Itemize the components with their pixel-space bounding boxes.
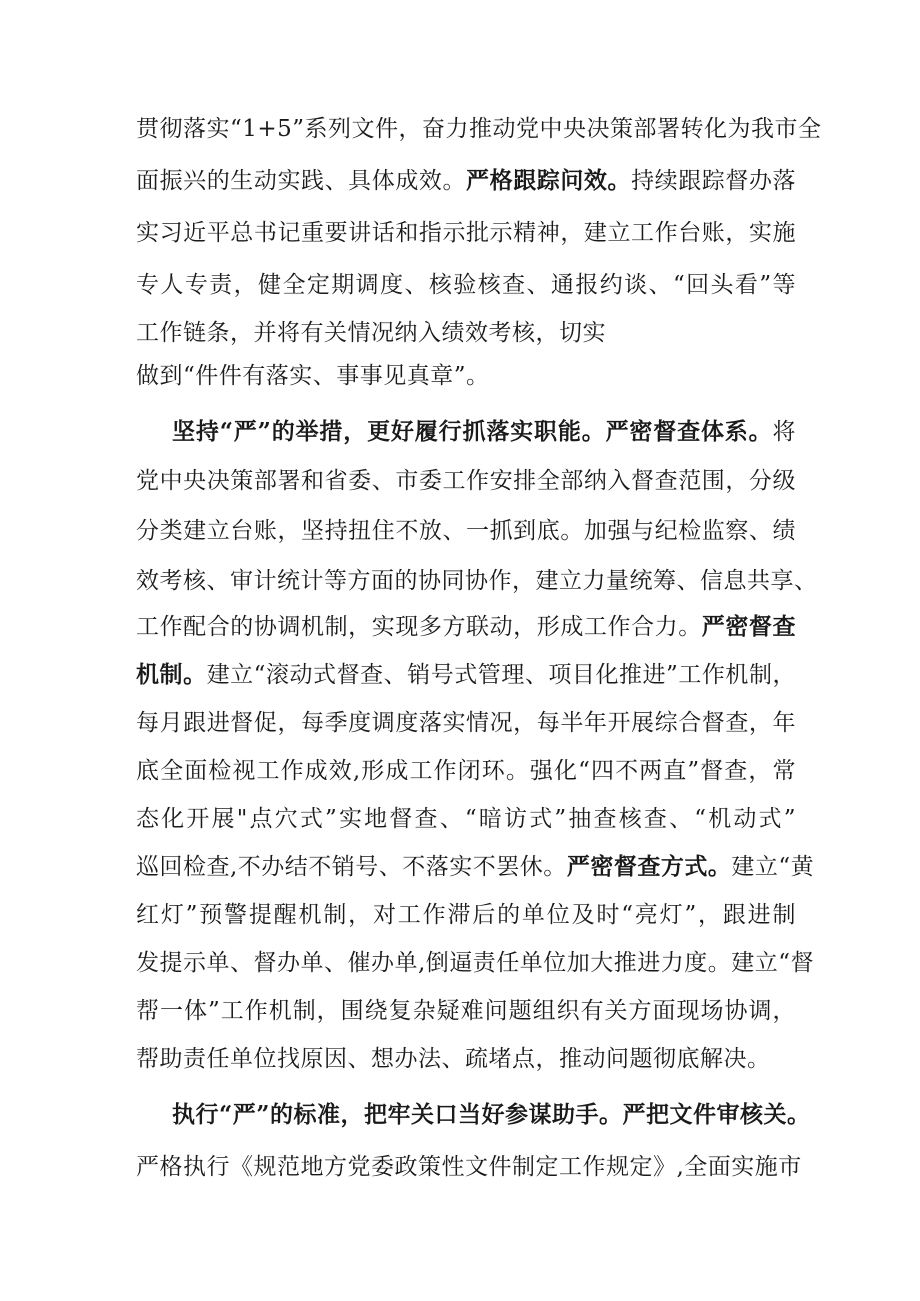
- text-line: [172, 1100, 811, 1130]
- body-text: 专人专责，健全定期调度、核验核查、通报约谈、“回头看”等: [136, 272, 796, 298]
- body-text: 态化开展"点穴式”实地督查、“暗访式”抽查核查、“机动式”: [136, 806, 796, 832]
- text-line: [136, 566, 818, 596]
- bold-heading-text: 严格跟踪问效。: [466, 167, 632, 194]
- bold-heading-text: 坚持“严”的举措，更好履行抓落实职能。: [172, 418, 606, 445]
- body-text: 巡回检查,不办结不销号、不落实不罢休。: [136, 854, 567, 880]
- text-line: [136, 166, 796, 196]
- text-line: [136, 270, 796, 300]
- body-text: 严格执行《规范地方党委政策性文件制定工作规定》,全面实施市: [136, 1154, 802, 1180]
- text-line: [172, 417, 796, 447]
- text-line: [136, 852, 815, 882]
- text-line: [136, 900, 796, 930]
- text-line: [136, 1152, 802, 1182]
- body-text: 实习近平总书记重要讲话和指示批示精神，建立工作台账，实施: [136, 220, 796, 246]
- body-text: 建立“黄: [731, 854, 815, 880]
- body-text: 效考核、审计统计等方面的协同协作，建立力量统筹、信息共享、: [136, 568, 818, 594]
- body-text: 每月跟进督促，每季度调度落实情况，每半年开展综合督查，年: [136, 710, 796, 736]
- body-text: 建立“滚动式督查、销号式管理、项目化推进”工作机制，: [206, 662, 796, 688]
- text-line: [136, 361, 796, 391]
- text-line: [136, 114, 822, 144]
- body-text: 持续跟踪督办落: [631, 168, 797, 194]
- text-line: [136, 660, 796, 690]
- text-line: [136, 516, 796, 546]
- body-text: 面振兴的生动实践、具体成效。: [136, 168, 467, 194]
- bold-heading-text: 严密督查方式。: [566, 853, 732, 880]
- text-line: [136, 612, 796, 642]
- text-line: [136, 466, 796, 496]
- bold-heading-text: 严密督查体系。: [605, 418, 773, 445]
- text-line: [136, 948, 815, 978]
- body-text: 工作配合的协调机制，实现多方联动，形成工作合力。: [136, 614, 702, 640]
- body-text: 帮助责任单位找原因、想办法、疏堵点，推动问题彻底解决。: [136, 1046, 771, 1072]
- body-text: 帮一体”工作机制，围绕复杂疑难问题组织有关方面现场协调，: [136, 998, 796, 1024]
- body-text: 工作链条，并将有关情况纳入绩效考核，切实: [136, 320, 606, 346]
- bold-heading-text: 严密督查: [701, 613, 797, 640]
- bold-heading-text: 执行“严”的标准，把牢关口当好参谋助手。: [172, 1101, 623, 1128]
- bold-heading-text: 机制。: [136, 661, 207, 688]
- body-text: 将: [772, 419, 796, 445]
- text-line: [136, 708, 796, 738]
- body-text: 分类建立台账，坚持扭住不放、一抓到底。加强与纪检监察、绩: [136, 518, 796, 544]
- body-text: 贯彻落实“1+5”系列文件，奋力推动党中央决策部署转化为我市全: [136, 116, 822, 142]
- bold-heading-text: 严把文件审核关。: [622, 1101, 811, 1128]
- body-text: 做到“件件有落实、事事见真章”。: [136, 363, 490, 389]
- text-line: [136, 318, 796, 348]
- text-line: [136, 756, 796, 786]
- body-text: 红灯”预警提醒机制，对工作滞后的单位及时“亮灯”，跟进制: [136, 902, 796, 928]
- body-text: 党中央决策部署和省委、市委工作安排全部纳入督查范围，分级: [136, 468, 796, 494]
- text-line: [136, 996, 796, 1026]
- text-line: [136, 804, 796, 834]
- text-line: [136, 218, 796, 248]
- body-text: 发提示单、督办单、催办单,倒逼责任单位加大推进力度。建立“督: [136, 950, 815, 976]
- text-line: [136, 1044, 796, 1074]
- body-text: 底全面检视工作成效,形成工作闭环。强化“四不两直”督查，常: [136, 758, 796, 784]
